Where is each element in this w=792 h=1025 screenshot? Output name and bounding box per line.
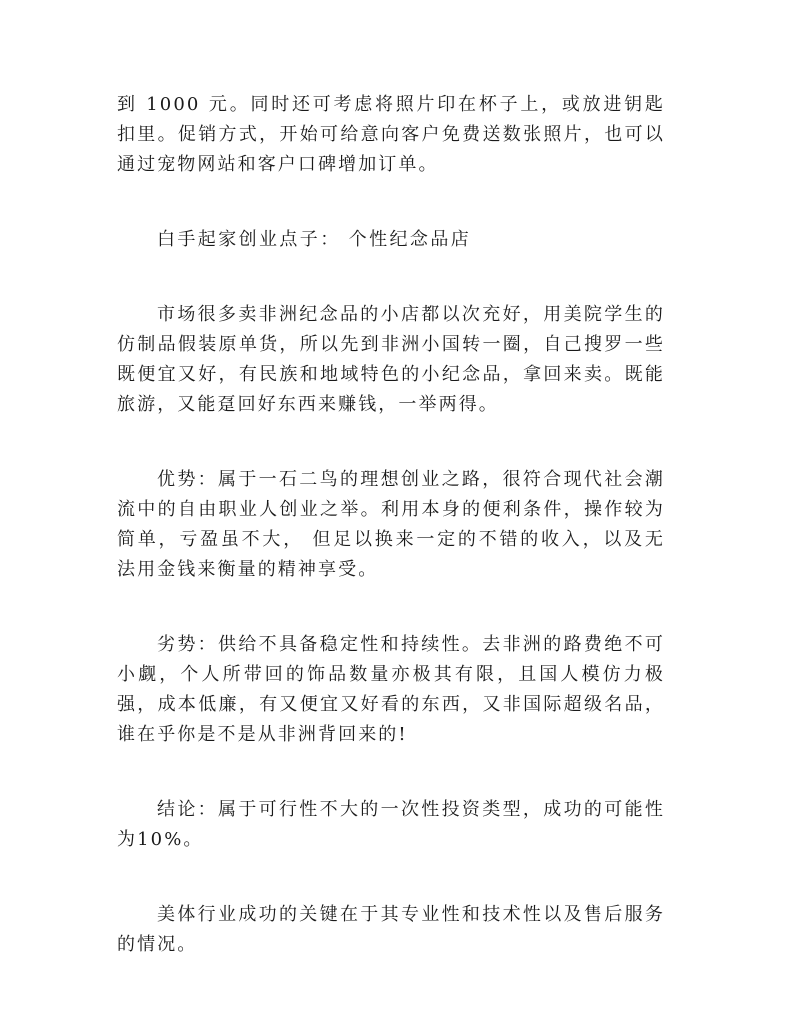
paragraph-disadvantages: 劣势：供给不具备稳定性和持续性。去非洲的路费绝不可小觑，个人所带回的饰品数量亦极其有限，且国人模仿力极强，成本低廉，有又便宜又好看的东西，又非国际超级名品，谁在乎你是不是从非洲背回来的! — [117, 634, 665, 745]
paragraph-intro-continuation: 到 1000 元。同时还可考虑将照片印在杯子上，或放进钥匙扣里。促销方式，开始可给意向客户免费送数张照片，也可以通过宠物网站和客户口碑增加订单。 — [117, 94, 665, 175]
paragraph-beauty-industry-note: 美体行业成功的关键在于其专业性和技术性以及售后服务的情况。 — [117, 904, 665, 955]
paragraph-idea-description: 市场很多卖非洲纪念品的小店都以次充好，用美院学生的仿制品假装原单货，所以先到非洲小国转一圈，自己搜罗一些既便宜又好，有民族和地域特色的小纪念品，拿回来卖。既能旅游，又能趸回好东西来赚钱，一举两得。 — [117, 304, 665, 415]
section-heading-idea: 白手起家创业点子： 个性纪念品店 — [157, 229, 472, 250]
document-page — [117, 90, 665, 960]
paragraph-advantages: 优势：属于一石二鸟的理想创业之路，很符合现代社会潮流中的自由职业人创业之举。利用本身的便利条件，操作较为简单，亏盈虽不大， 但足以换来一定的不错的收入，以及无法用金钱来衡量的精神享受。 — [117, 469, 665, 580]
paragraph-conclusion: 结论：属于可行性不大的一次性投资类型，成功的可能性为10%。 — [117, 799, 665, 850]
